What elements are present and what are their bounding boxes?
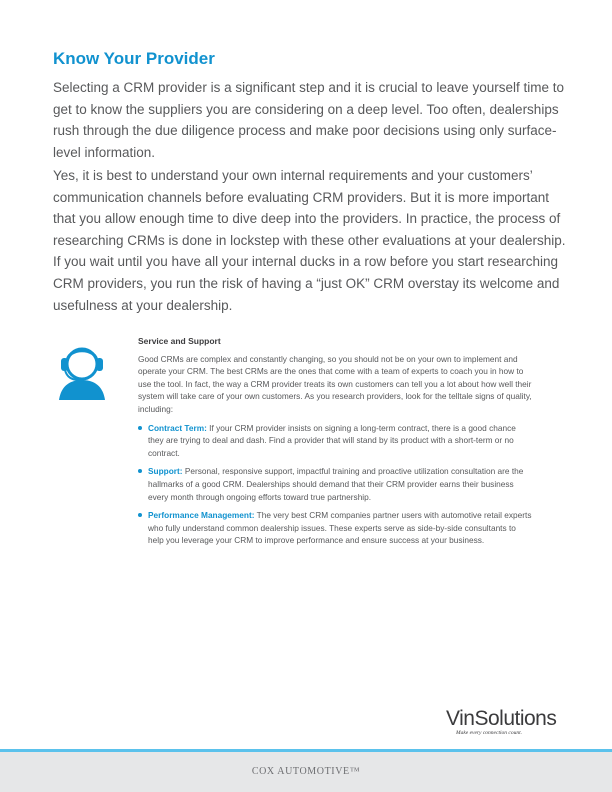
- intro-paragraph: Selecting a CRM provider is a significant step and it is crucial to leave yourself time to get to know the suppliers you are considering on a deep level. Too often, dealerships rush through the due diligence process and make poor decisions using only surface-level information.: [53, 80, 564, 160]
- section-intro: Good CRMs are complex and constantly changing, so you should not be on your own to implement and operate your CRM. The best CRMs are the ones that come with a team of experts to coach you in how to use the tool. In fact, the way a CRM provider treats its own customers can tell you a lot about how well their system will take care of your own customers. As you research providers, look for the telltale signs of quality, including:: [138, 353, 532, 414]
- bullet-term: Performance Management:: [148, 510, 255, 521]
- bullet-icon: [138, 469, 142, 473]
- bullet-term: Support:: [148, 466, 183, 477]
- quality-signs-list: [138, 422, 533, 547]
- page-heading: Know Your Provider: [53, 49, 215, 68]
- logo-wordmark: VinSolutions: [446, 707, 557, 730]
- bullet-text: If your CRM provider insists on signing a long-term contract, there is a good chance they are trying to deal and dash. Find a provider that will stand by its product with a short-term or no contract.: [148, 422, 516, 458]
- vinsolutions-logo: [446, 708, 561, 743]
- headset-support-icon: [51, 338, 113, 400]
- footer-bar: [0, 752, 612, 792]
- logo-tagline: Make every connection count.: [456, 730, 522, 736]
- list-item-support: [138, 465, 533, 503]
- bullet-term: Contract Term:: [148, 422, 207, 433]
- bullet-icon: [138, 513, 142, 517]
- bullet-text: Personal, responsive support, impactful training and proactive utilization consultation are the hallmarks of a good CRM. Dealerships should demand that their CRM provider earns their business every month through ongoing efforts toward true partnership.: [148, 466, 524, 502]
- service-support-section: [138, 335, 533, 553]
- section-title: Service and Support: [138, 336, 221, 346]
- list-item-performance-management: [138, 509, 533, 547]
- cox-automotive-logo: COX AUTOMOTIVE™: [251, 766, 361, 777]
- list-item-contract-term: [138, 422, 533, 460]
- body-paragraph: Yes, it is best to understand your own internal requirements and your customers’ communication channels before evaluating CRM providers. But it is more important that you allow enough time to dive deep into the providers. In practice, the process of researching CRMs is done in lockstep with these other evaluations at your dealership. If you wait until you have all your internal ducks in a row before you start researching CRM providers, you run the risk of having a “just OK” CRM overstay its welcome and usefulness at your dealership.: [53, 168, 566, 313]
- bullet-text: The very best CRM companies partner users with automotive retail experts who fully understand common dealership issues. These experts serve as side-by-side consultants to help you leverage your CRM to improve performance and ensure success at your business.: [148, 510, 532, 546]
- bullet-icon: [138, 426, 142, 430]
